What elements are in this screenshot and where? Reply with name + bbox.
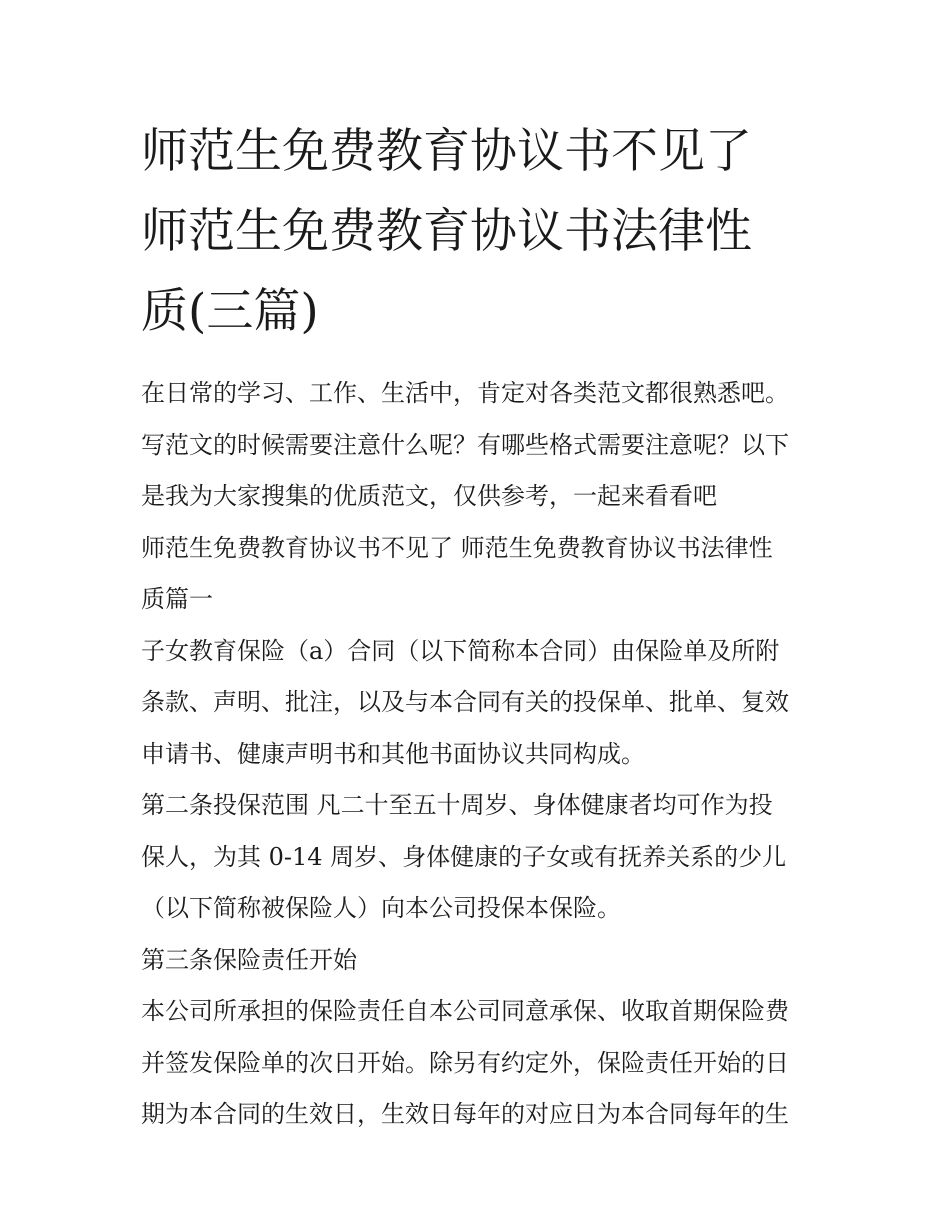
title-line: 质(三篇) [141,284,319,339]
body-line: 第二条投保范围 凡二十至五十周岁、身体健康者均可作为投 [141,791,773,819]
body-line: 并签发保险单的次日开始。除另有约定外，保险责任开始的日 [141,1048,789,1077]
body-line: 期为本合同的生效日，生效日每年的对应日为本合同每年的生 [141,1100,789,1128]
body-line: 子女教育保险（a）合同（以下简称本合同）由保险单及所附 [141,636,780,665]
title-line: 师范生免费教育协议书法律性 [141,204,752,259]
document-title [141,112,831,352]
title-line: 师范生免费教育协议书不见了 [141,124,752,179]
section-heading-line: 质篇一 [141,585,213,613]
body-line: 在日常的学习、工作、生活中，肯定对各类范文都很熟悉吧。 [141,379,789,407]
document-content [141,112,831,1141]
body-line: 写范文的时候需要注意什么呢？有哪些格式需要注意呢？以下 [141,430,789,459]
body-line: 是我为大家搜集的优质范文，仅供参考，一起来看看吧 [141,482,717,510]
body-line: 保人，为其 0-14 周岁、身体健康的子女或有抚养关系的少儿 [141,842,787,871]
document-body [141,368,831,1141]
clause-heading-line: 第三条保险责任开始 [141,945,357,974]
body-line: （以下简称被保险人）向本公司投保本保险。 [141,894,621,922]
section-heading-line: 师范生免费教育协议书不见了 师范生免费教育协议书法律性 [141,533,773,562]
body-line: 本公司所承担的保险责任自本公司同意承保、收取首期保险费 [141,997,789,1025]
body-line: 条款、声明、批注，以及与本合同有关的投保单、批单、复效 [141,688,789,716]
body-line: 申请书、健康声明书和其他书面协议共同构成。 [141,739,645,768]
